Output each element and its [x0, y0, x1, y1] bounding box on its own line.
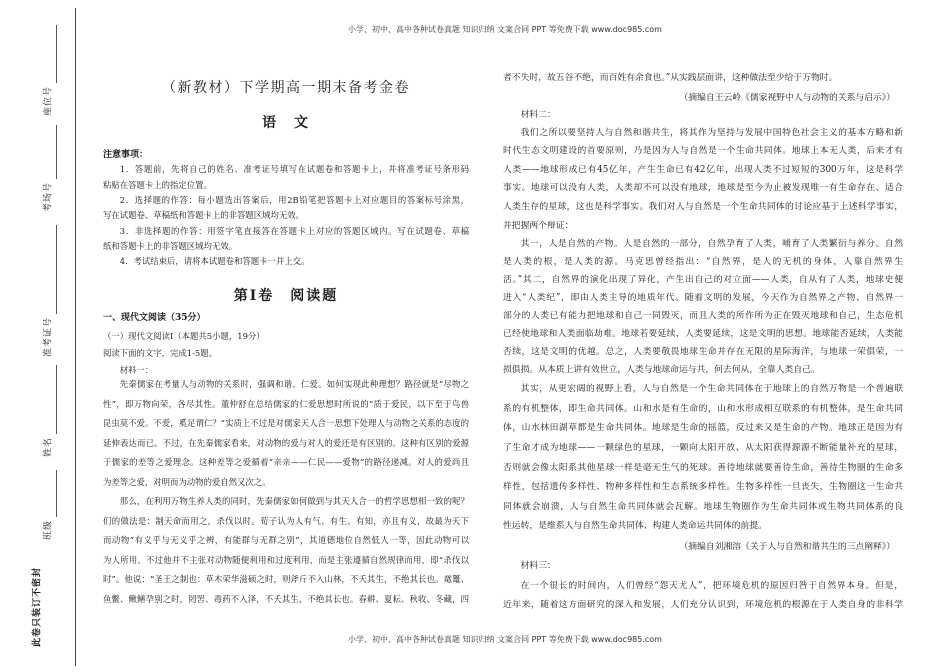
text-line: 活。”其二，自然界的演化出现了异化，产生出自己的对立面——人类，自从有了人类，地球史便 — [503, 275, 903, 285]
class-blank — [56, 470, 57, 517]
text-line: 性运转，是维系人与自然生命共同体、构建人类命运共同体的前提。 — [503, 521, 767, 532]
subject-title: 语 文 — [262, 115, 310, 131]
paragraph — [103, 375, 469, 492]
text-line: 已经使地球和人类面临劫难。地球若要延续，人类要延续，这是文明的思想。地球能否延续，人类能 — [503, 329, 903, 339]
text-line: 者不失时，故五谷不绝，而百姓有余食也。”从实践层面讲，这种做法至少给于万物时。 — [503, 73, 838, 83]
text-line: 1．答题前，先将自己的姓名、准考证号填写在试题卷和答题卡上，并将准考证号条形码 — [119, 164, 469, 175]
paragraph — [503, 380, 903, 537]
text-line: 人类生存的星球，这也是科学事实。我们对人与自然是一个生命共同体的讨论应基于上述科学事实， — [503, 202, 903, 213]
seat-number-blank — [56, 25, 57, 83]
text-line: 延伸表达而已。不过，在先秦儒家看来，对动物的爱与对人的爱还是有区别的。这种有区别的爱源 — [103, 437, 469, 448]
notes-list — [103, 162, 469, 269]
exam-title: （新教材）下学期高一期末备考金卷 — [162, 80, 410, 96]
page-header: 小学、初中、高中各种试卷真题 知识归纳 文案合同 PPT 等免费下载 www.doc985.com — [348, 25, 662, 34]
sub-heading: （一）现代文阅读Ⅰ（本题共5小题，19分） — [103, 331, 265, 341]
text-line: 样性，包括遗传多样性、物种多样性和生态系统多样性。生物多样性一旦丧失，生物圈这一生命共 — [503, 482, 903, 493]
text-line: 人类——地球形成已有45亿年，产生生命已有42亿年，出现人类不过短短的300万年，这是科学 — [503, 164, 903, 175]
paragraph-continued — [503, 72, 903, 84]
seat-number-label: 座位号 — [43, 85, 54, 117]
text-line: 先秦儒家在考量人与动物的关系时，强调和谐、仁爱。如何实现此种理想？路径就是“尽物之 — [119, 379, 469, 390]
binding-notice: 此卷只装订不密封 — [32, 566, 43, 648]
text-line: 那么，在利用万物生养人类的同时，先秦儒家如何做到与其天人合一的哲学思想相一致的呢？ — [119, 496, 469, 507]
paragraph — [503, 124, 903, 236]
text-line: 性”，即万物向荣，各尽其性。董仲舒在总结儒家的仁爱思想时所说的“质于爱民，以下至于鸟兽 — [103, 398, 469, 409]
text-line: 是人类的根，是人类的源。马克思曾经指出：“自然界，是人的无机的身体，人靠自然界生 — [503, 257, 903, 267]
text-line: 们的做法是：制天命而用之，杀伐以时。荀子认为人有气、有生、有知，亦且有义，故最为天下 — [103, 515, 469, 526]
text-line: 为差等之爱，对明而为动物的爱自然又次之。 — [103, 476, 271, 487]
name-blank — [56, 365, 57, 434]
text-line: 昆虫莫不爱。不爱，奚足谓仁？”实质上不过是对儒家天人合一思想下处理人与动物之关系的态度的 — [103, 418, 469, 429]
material1-label: 材料一： — [119, 365, 154, 375]
name-label: 姓名 — [43, 436, 54, 458]
text-line: 而动物“有义乎与无义乎之辨，有能群与无群之别”，其道德地位自然低人一等，因此动物可以 — [103, 535, 469, 546]
text-line: 时”。他说：“圣王之制也：草木荣华滋硕之时，则斧斤不入山林，不夭其生，不绝其长也。鼋鼍、 — [103, 574, 469, 585]
section-title: 第Ⅰ卷 阅读题 — [233, 288, 339, 304]
text-line: 鱼鳖、鳅鳝孕别之时，罔罟、毒药不入泽，不夭其生，不绝其长也。春耕、夏耘、秋收、冬藏，四 — [103, 593, 469, 604]
text-line: 否则就会像太阳系其他星球一样是毫无生气的死球。善待地球就要善待生命，善待生物圈的生命多 — [503, 462, 903, 473]
text-line: 4．考试结束后，请将本试题卷和答题卡一并上交。 — [119, 256, 310, 267]
page-footer: 小学、初中、高中各种试卷真题 知识归纳 文案合同 PPT 等免费下载 www.doc985.com — [348, 635, 662, 644]
text-line: 了生命才成为地球——一颗绿色的星球，一颗向太阳开放、从太阳获得源源不断能量补充的星球， — [503, 442, 903, 453]
paragraph — [103, 492, 469, 609]
class-label: 班级 — [43, 519, 54, 541]
text-line: 2．选择题的作答：每小题选出答案后，用2B铅笔把答题卡上对应题目的答案标号涂黑， — [119, 194, 469, 205]
note-item — [103, 162, 469, 193]
material2-label: 材料二： — [520, 110, 556, 120]
text-line: 在一个很长的时间内，人们曾经“怨天尤人”，把环境危机的原因归咎于自然界本身。但是， — [520, 581, 903, 591]
part-heading: 一、现代文阅读（35分） — [103, 313, 206, 323]
notes-heading: 注意事项： — [103, 150, 149, 160]
text-line: 事实。地球可以没有人类，人类却不可以没有地球，地球是至今为止被发现唯一有生命存在、适合 — [503, 183, 903, 194]
text-line: 为人所用。不过他并不主张对动物随便利用和过度利用，而是主张遵循自然规律而用，即“杀伐以 — [103, 554, 469, 565]
text-line: 近年来，随着这方面研究的深入和发展，人们充分认识到，环境危机的根源在于人类自身的非科学 — [503, 599, 903, 610]
paragraph — [503, 235, 903, 379]
text-line: 并把握两个辩证： — [503, 220, 574, 231]
note-item — [103, 193, 469, 224]
text-line: 同体就会崩溃，人与自然生命共同体就会瓦解。地球生物圈作为生命共同体或生物共同体系的良 — [503, 501, 903, 512]
text-line: 体，山水林田湖草都是生命共同体。地球是生命的摇篮，反过来又是生命的产物。地球正是因为有 — [503, 423, 903, 434]
text-line: 3．非选择题的作答：用签字笔直接答在答题卡上对应的答题区域内。写在试题卷、草稿 — [119, 225, 469, 236]
text-line: 部分的人类已有能力把地球和自己一同毁灭，而且人类的所作所为正在毁灭地球和自己，生态危机 — [503, 311, 903, 321]
text-line: 进入“人类纪”，即由人类主导的地质年代。随着文明的发展，今天作为自然界之产物、自然界一 — [503, 293, 903, 303]
exam-room-label: 考场号 — [43, 181, 54, 213]
text-line: 其实，从更宏阔的视野上看，人与自然是一个生命共同体在于地球上的自然万物是一个普遍联 — [520, 384, 903, 395]
material2-source: （摘编自刘湘溶《关于人与自然和谐共生的三点阐释》） — [679, 542, 895, 552]
material1-source: （摘编自王云岭《儒家视野中人与动物的关系与启示》） — [679, 93, 895, 103]
note-item — [103, 224, 469, 255]
admission-number-label: 准考证号 — [43, 316, 54, 358]
text-line: 写在试题卷、草稿纸和答题卡上的非答题区域均无效。 — [103, 210, 304, 221]
text-line: 损俱损。从本质上讲有效世立，人类与地球命运与共，何去何从，全靠人类自己。 — [503, 365, 820, 375]
text-line: 否续，这是文明的优越。总之，人类要敬畏地球生命并存在无限的星际海洋，与地球一荣俱荣，一 — [503, 347, 903, 357]
exam-room-blank — [56, 125, 57, 179]
material3-label: 材料三： — [520, 561, 556, 571]
text-line: 系的有机整体，即生命共同体。山和水是有生命的，山和水形成相互联系的有机整体，是生命共同 — [503, 403, 903, 414]
note-item — [103, 254, 469, 269]
instruction: 阅读下面的文字，完成1-5题。 — [103, 348, 217, 358]
text-line: 时代生态文明建设的首要原则，乃是因为人与自然是一个生命共同体。地球上本无人类，后来才有 — [503, 146, 903, 157]
text-line: 粘贴在答题卡上的指定位置。 — [103, 179, 212, 190]
text-line: 我们之所以要坚持人与自然和谐共生，将其作为坚持与发展中国特色社会主义的基本方略和新 — [520, 127, 903, 138]
text-line: 于儒家的差等之爱理念。这种差等之爱循着“亲亲——仁民——爱物”的路径递减。对人的爱尚且 — [103, 457, 469, 468]
text-line: 其一，人是自然的产物。人是自然的一部分，自然孕育了人类，哺育了人类繁衍与养分。自然 — [520, 239, 903, 249]
admission-number-blank — [56, 225, 57, 314]
paragraph — [503, 577, 903, 614]
text-line: 纸和答题卡上的非答题区域均无效。 — [103, 240, 237, 251]
material1-body — [103, 375, 469, 609]
binding-line — [75, 8, 76, 666]
